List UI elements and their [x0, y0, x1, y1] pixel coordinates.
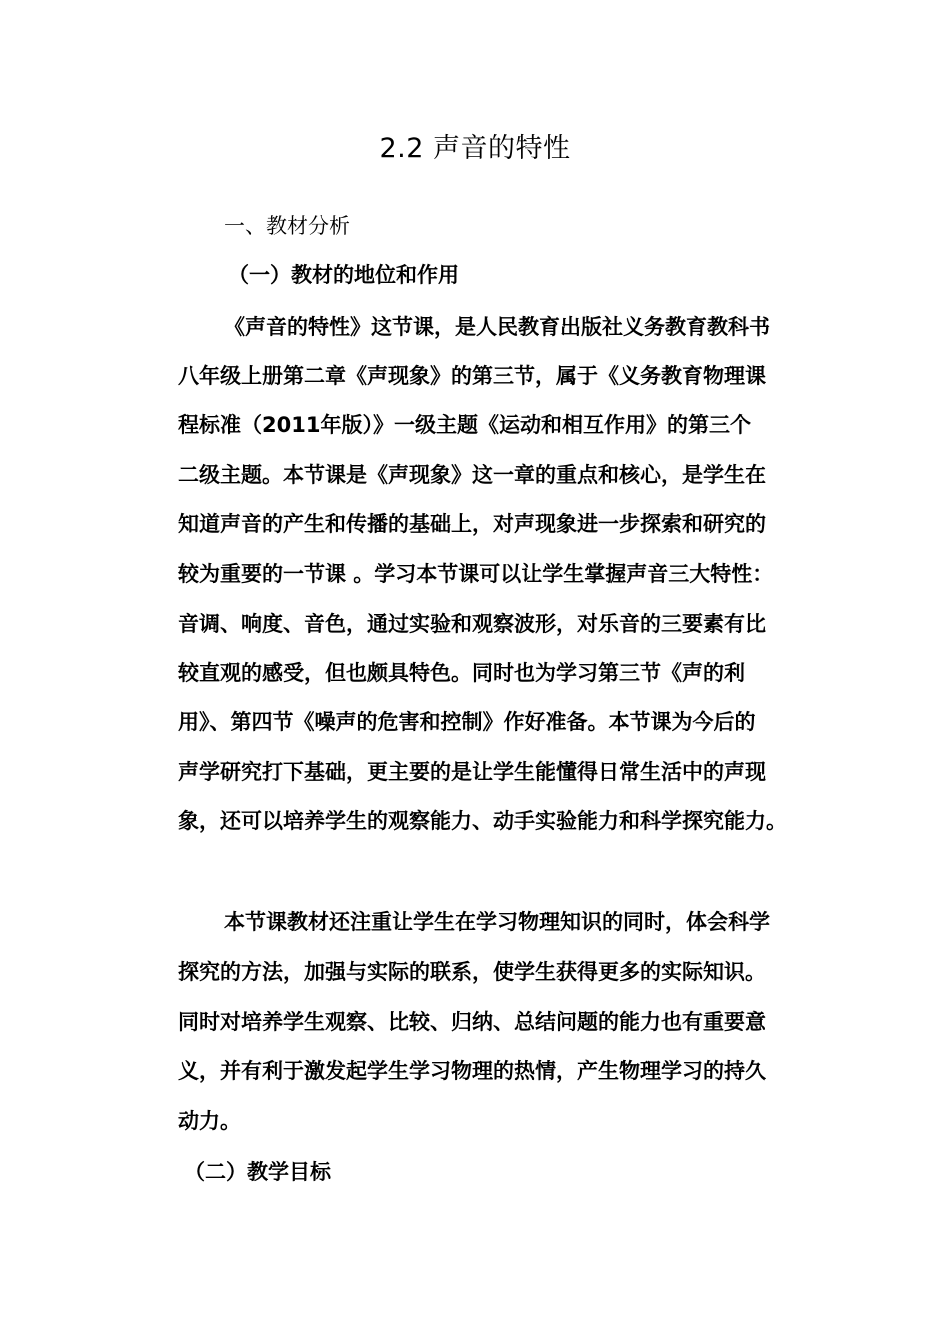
paragraph-1-line: 《声音的特性》这节课，是人民教育出版社义务教育教科书 — [224, 315, 770, 339]
paragraph-2-line: 义，并有利于激发起学生学习物理的热情，产生物理学习的持久 — [178, 1059, 766, 1083]
paragraph-2-line: 同时对培养学生观察、比较、归纳、总结问题的能力也有重要意 — [178, 1010, 766, 1034]
paragraph-1-line: 程标准（2011年版）》一级主题《运动和相互作用》的第三个 — [178, 413, 751, 437]
paragraph-2-line: 本节课教材还注重让学生在学习物理知识的同时，体会科学 — [224, 910, 770, 934]
subsection-heading-teaching-objectives: （二）教学目标 — [184, 1160, 331, 1184]
section-heading-textbook-analysis: 一、教材分析 — [224, 214, 350, 238]
paragraph-2-line: 探究的方法，加强与实际的联系，使学生获得更多的实际知识。 — [178, 960, 766, 984]
paragraph-1-line: 声学研究打下基础，更主要的是让学生能懂得日常生活中的声现 — [178, 760, 766, 784]
subsection-heading-status-and-role: （一）教材的地位和作用 — [228, 263, 459, 287]
paragraph-1-line: 用》、第四节《噪声的危害和控制》作好准备。本节课为今后的 — [178, 710, 756, 734]
paragraph-1-line: 较直观的感受，但也颇具特色。同时也为学习第三节《声的利 — [178, 661, 745, 685]
paragraph-1-line: 八年级上册第二章《声现象》的第三节，属于《义务教育物理课 — [178, 364, 766, 388]
paragraph-1-line: 较为重要的一节课 。学习本节课可以让学生掌握声音三大特性： — [178, 562, 774, 586]
paragraph-1-line: 二级主题。本节课是《声现象》这一章的重点和核心，是学生在 — [178, 463, 766, 487]
document-title: 2.2 声音的特性 — [379, 133, 571, 164]
paragraph-2-line: 动力。 — [178, 1109, 241, 1133]
paragraph-1-line: 知道声音的产生和传播的基础上，对声现象进一步探索和研究的 — [178, 512, 766, 536]
paragraph-1-line: 音调、响度、音色，通过实验和观察波形，对乐音的三要素有比 — [178, 612, 766, 636]
paragraph-1-line: 象，还可以培养学生的观察能力、动手实验能力和科学探究能力。 — [178, 809, 787, 833]
